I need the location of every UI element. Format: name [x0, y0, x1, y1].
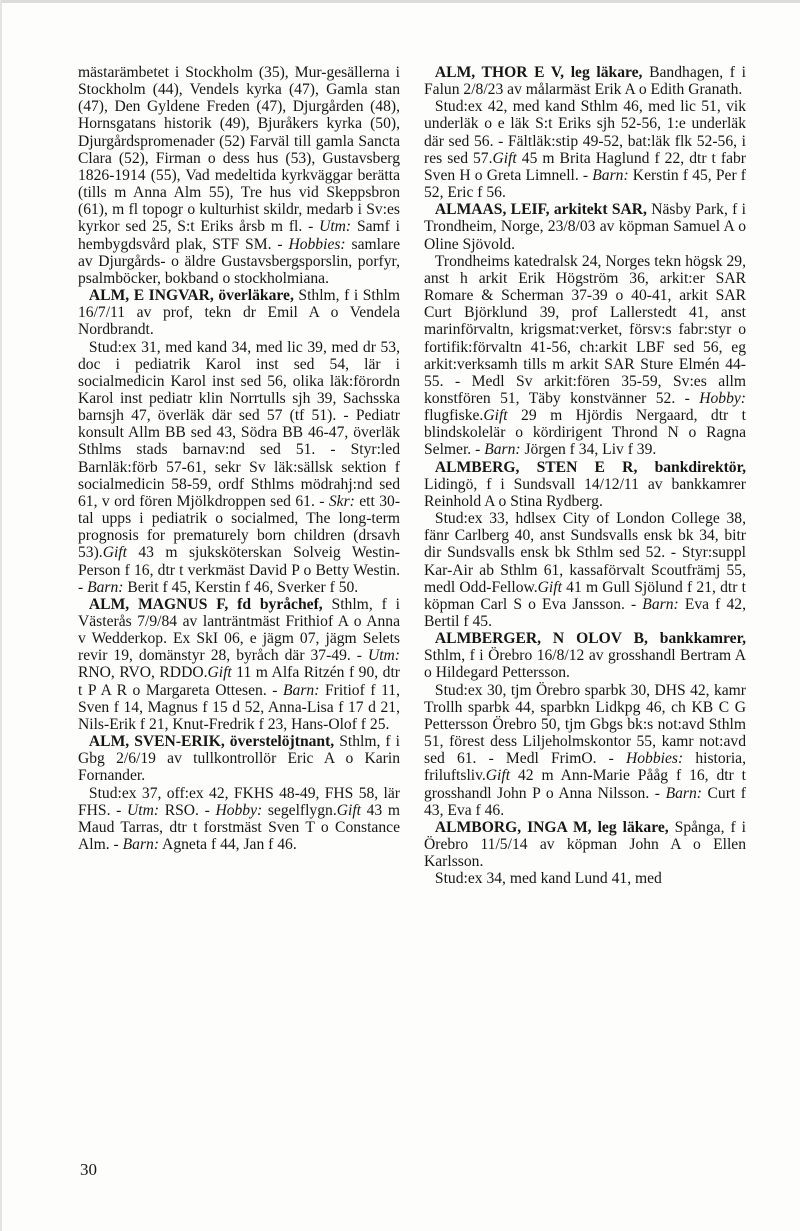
entry-text: Stud:ex 33, hdlsex City of London College 38, fänr Carlberg 40, anst Sundsvalls ensk bk 34, bitr dir Sundsvalls ensk bk Sthlm sed 52. - Styr:suppl Kar-Air ab Sthlm 61, kassaförvalt Scoutfrämj 55, medl Odd-Fellow. — [424, 510, 746, 596]
entry-text: Trondheims katedralsk 24, Norges tekn högsk 29, anst h arkit Erik Högström 36, arkit:er SAR Romare & Scherman 37-39 o 40-41, arkit SAR Curt Björklund 39, prof Lallerstedt 41, anst marinförvaltn, krigsmat:verket, försv:s fabr:styr o fortifik:förvaltn 41-56, ch:arkit LBF sed 56, eg arkit:verksamh tills m arkit SAR Sture Elmén 44-55. - Medl Sv arkit:fören 35-59, Sv:es allm konstfören 51, Täby konstvänner 52. - — [424, 252, 746, 407]
entry-heading: ALMAAS, LEIF, arkitekt SAR, — [434, 201, 647, 219]
entry-text: Lidingö, f i Sundsvall 14/12/11 av bankkamrer Reinhold A o Stina Rydberg. — [424, 475, 746, 510]
scan-edge-left — [0, 0, 2, 1231]
scan-edge-top — [0, 0, 800, 3]
entry-text: Agneta f 44, Jan f 46. — [159, 836, 297, 854]
entry-text: historia, friluftsliv. — [424, 750, 746, 785]
entry-text: Jörgen f 34, Liv f 39. — [520, 441, 657, 459]
entry-text: Sthlm, f i Västerås 7/9/84 av lanträntmäst Frithiof A o Anna v Wedderkop. Ex SkI 06, e jägm 07, jägm Selets revir 19, domänstyr 28, byråch där 37-49. - — [78, 595, 401, 665]
field-label: Gift — [485, 767, 511, 785]
entry-heading: ALM, MAGNUS F, fd byråchef, — [88, 595, 323, 613]
entry-text: 42 m Ann-Marie Pååg f 16, dtr t grosshandl John P o Anna Nilsson. - — [424, 767, 746, 802]
entry-text: Spånga, f i Örebro 11/5/14 av köpman John A o Ellen Karlsson. — [424, 818, 746, 871]
entry-text: 45 m Brita Haglund f 22, dtr t fabr Sven H o Greta Limnell. - — [424, 149, 746, 184]
entry-text: RSO. - — [159, 801, 216, 819]
entry-almaas-leif — [424, 201, 746, 458]
entry-almberger-n-olov-b — [424, 630, 746, 819]
entry-text: Sthlm, f i Örebro 16/8/12 av grosshandl Bertram A o Hildegard Pettersson. — [424, 647, 746, 682]
entry-heading: ALMBERGER, N OLOV B, bankkamrer, — [434, 630, 746, 648]
entry-heading: ALM, E INGVAR, överläkare, — [88, 287, 294, 305]
right-column — [424, 64, 746, 888]
entry-text: 29 m Hjördis Nergaard, dtr t blindskolelär o kördirigent Thrond N o Ragna Selmer. - — [424, 407, 746, 459]
entry-text: Näsby Park, f i Trondheim, Norge, 23/8/03 av köpman Samuel A o Oline Sjövold. — [424, 201, 747, 253]
field-label: Hobbies: — [626, 750, 684, 768]
field-label: Skr: — [328, 492, 355, 510]
field-label: Gift — [207, 664, 232, 682]
entry-text: RNO, RVO, RDDO. — [78, 664, 208, 682]
entry-text: Stud:ex 31, med kand 34, med lic 39, med dr 53, doc i pediatrik Karol inst sed 54, lär i socialmedicin Karol inst sed 56, olika läk:förordn Karol inst pediatr klin Norrtulls sjh 39, Sachsska barnsjh 47, överläk där sed 57 (tf 51). - Pediatr konsult Allm BB sed 43, Södra BB 46-47, överläk Sthlms stads barnav:nd sed 51. - Styr:led Barnläk:förb 57-61, sekr Sv läk:sällsk sektion f socialmedicin 58-59, ordf Sthlms mödrahj:nd sed 61, v ord fören Mjölkdroppen sed 61. - — [78, 338, 400, 510]
entry-text: ett 30-tal upps i pediatrik o socialmed, The long-term prognosis for prematurely born children (drsavh 53). — [78, 492, 401, 562]
entry-text: Stud:ex 42, med kand Sthlm 46, med lic 51, vik underläk o e läk S:t Eriks sjh 52-56, 1:e underläk där sed 56. - Fältläk:stip 49-52, bat:läk flk 52-56, i res sed 57. — [424, 98, 746, 167]
entry-text: Curt f 43, Eva f 46. — [424, 784, 747, 819]
entry-text: mästarämbetet i Stockholm (35), Mur-gesällerna i Stockholm (44), Vendels kyrka (47), Gamla stan (47), Den Gyldene Freden (47), Djurgården (48), Hornsgatans historik (49), Bjuråkers kyrka (50), Djurgårdspromenader (52) Farväl till gamla Sancta Clara (52), Firman o dess hus (53), Gustavsberg 1826-1914 (55), Vad medeltida kyrkväggar berätta (tills m Anna Alm 55), Tre hus vid Skeppsbron (61), m fl topogr o kulturhist skildr, medarb i Sv:es kyrkor sed 25, S:t Eriks årsb m fl. - — [78, 64, 400, 236]
entry-alm-magnus-f — [78, 596, 400, 733]
entry-text: Berit f 45, Kerstin f 46, Sverker f 50. — [123, 578, 359, 596]
field-label: Barn: — [642, 595, 679, 613]
entry-continuation — [78, 64, 400, 287]
entry-text: Stud:ex 30, tjm Örebro sparbk 30, DHS 42, kamr Trollh sparbk 44, sparbkn Lidkpg 46, ch KB C G Pettersson Örebro 50, tjm Gbgs bk:s not:avd Sthlm 51, förest dess Liljeholmskontor 55, kamr not:avd sed 61. - Medl FrimO. - — [424, 681, 746, 768]
page-number: 30 — [80, 1160, 97, 1179]
entry-text: Eva f 42, Bertil f 45. — [424, 595, 746, 630]
entry-heading: ALMBORG, INGA M, leg läkare, — [434, 818, 669, 836]
entry-heading: ALM, SVEN-ERIK, överstelöjtnant, — [88, 733, 335, 751]
entry-text: Stud:ex 37, off:ex 42, FKHS 48-49, FHS 58, lär FHS. - — [78, 784, 400, 819]
entry-text: Sthlm, f i Gbg 2/6/19 av tullkontrollör Eric A o Karin Fornander. — [78, 733, 400, 785]
entry-alm-sven-erik — [78, 733, 400, 853]
entry-text: Fritiof f 11, Sven f 14, Magnus f 15 d 52, Anna-Lisa f 17 d 21, Nils-Erik f 21, Knut-Fredrik f 23, Hans-Olof f 25. — [78, 681, 400, 733]
entry-text: 11 m Alfa Ritzén f 90, dtr t P A R o Margareta Ottesen. - — [78, 664, 400, 699]
field-label: Gift — [102, 544, 127, 562]
entry-text: 43 m Maud Tarras, dtr t forstmäst Sven T o Constance Alm. - — [78, 801, 400, 854]
entry-text: Bandhagen, f i Falun 2/8/23 av målarmäst Erik A o Edith Granath. — [424, 64, 746, 99]
left-column — [78, 64, 400, 853]
entry-alm-e-ingvar — [78, 287, 400, 596]
entry-text: 41 m Gull Sjölund f 21, dtr t köpman Carl S o Eva Jansson. - — [424, 578, 746, 613]
field-label: Utm: — [367, 647, 400, 665]
field-label: Gift — [492, 149, 517, 167]
entry-text: 43 m sjuksköterskan Solveig Westin-Person f 16, dtr t verkmäst David P o Betty Westin. - — [78, 544, 400, 596]
field-label: Gift — [537, 578, 562, 596]
field-label: Utm: — [319, 218, 352, 236]
entry-almborg-inga-m — [424, 819, 746, 888]
entry-text: Kerstin f 45, Per f 52, Eric f 56. — [424, 166, 746, 202]
field-label: Barn: — [283, 681, 320, 699]
field-label: Gift — [336, 801, 361, 819]
entry-heading: ALMBERG, STEN E R, bankdirektör, — [434, 458, 746, 476]
entry-alm-thor-e-v — [424, 64, 746, 201]
entry-text: Stud:ex 34, med kand Lund 41, med — [434, 870, 662, 888]
entry-text: flugfiske. — [424, 407, 484, 425]
entry-almberg-sten-e-r — [424, 459, 746, 631]
field-label: Hobby: — [215, 801, 263, 819]
field-label: Barn: — [665, 784, 702, 802]
field-label: Barn: — [87, 578, 124, 596]
entry-text: segelflygn. — [262, 801, 337, 819]
entry-text: Sthlm, f i Sthlm 16/7/11 av prof, tekn dr Emil A o Vendela Nordbrandt. — [78, 287, 401, 339]
field-label: Barn: — [592, 166, 629, 184]
field-label: Hobbies: — [288, 235, 346, 253]
field-label: Gift — [483, 407, 508, 425]
field-label: Barn: — [122, 836, 160, 854]
field-label: Utm: — [127, 801, 160, 819]
field-label: Hobby: — [699, 389, 746, 407]
entry-text: samlare av Djurgårds- o äldre Gustavsbergsporslin, porfyr, psalmböcker, bokband o stockholmiana. — [78, 235, 400, 287]
field-label: Barn: — [484, 441, 521, 459]
entry-text: Samf i hembygdsvård plak, STF SM. - — [78, 218, 400, 253]
entry-heading: ALM, THOR E V, leg läkare, — [434, 64, 643, 81]
